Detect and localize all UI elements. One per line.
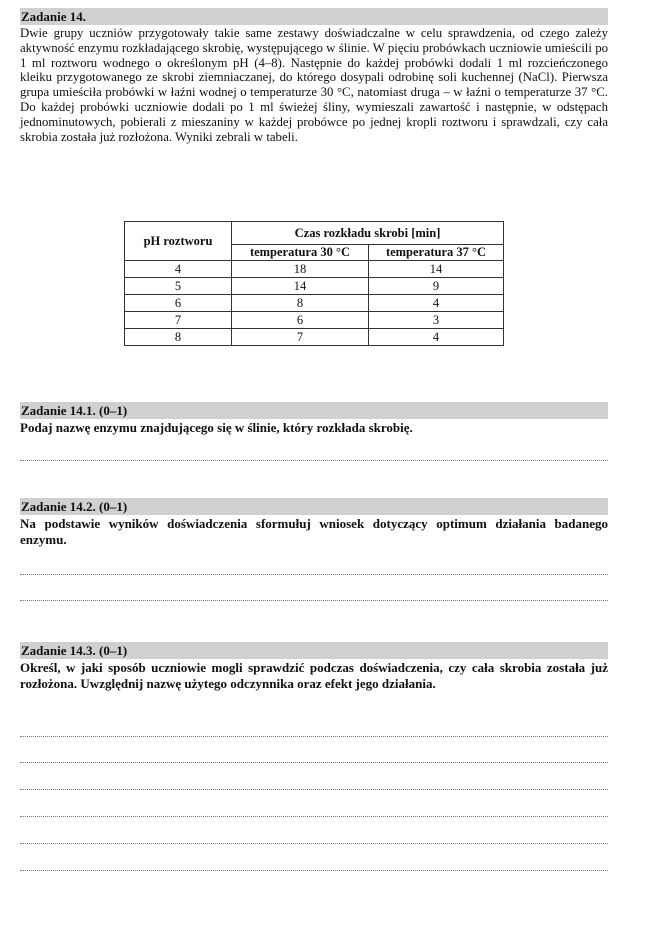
table-row	[125, 295, 504, 312]
t37-cell: 4	[369, 295, 504, 312]
task-14-2-heading: Zadanie 14.2. (0–1)	[20, 498, 608, 515]
table-row	[125, 312, 504, 329]
t37-cell: 4	[369, 329, 504, 346]
time-group-header: Czas rozkładu skrobi [min]	[232, 222, 504, 245]
ph-cell: 8	[125, 329, 232, 346]
t30-cell: 7	[232, 329, 369, 346]
answer-line[interactable]	[20, 843, 608, 844]
ph-cell: 6	[125, 295, 232, 312]
task-14-2	[20, 498, 608, 548]
ph-cell: 7	[125, 312, 232, 329]
t37-cell: 9	[369, 278, 504, 295]
table-row	[125, 329, 504, 346]
t30-cell: 6	[232, 312, 369, 329]
answer-line[interactable]	[20, 816, 608, 817]
t30-cell: 8	[232, 295, 369, 312]
ph-cell: 5	[125, 278, 232, 295]
answer-line[interactable]	[20, 460, 608, 461]
answer-line[interactable]	[20, 870, 608, 871]
answer-line[interactable]	[20, 600, 608, 601]
task-14-1-question: Podaj nazwę enzymu znajdującego się w ślinie, który rozkłada skrobię.	[20, 420, 413, 435]
task-14-3-heading: Zadanie 14.3. (0–1)	[20, 642, 608, 659]
task-14-1-heading: Zadanie 14.1. (0–1)	[20, 402, 608, 419]
table-row	[125, 261, 504, 278]
table-row	[125, 278, 504, 295]
t37-cell: 3	[369, 312, 504, 329]
task-14-heading: Zadanie 14.	[20, 8, 608, 25]
temp-30-header: temperatura 30 °C	[232, 245, 369, 261]
task-14-2-question: Na podstawie wyników doświadczenia sformułuj wniosek dotyczący optimum działania badanego enzymu.	[20, 516, 608, 547]
t37-cell: 14	[369, 261, 504, 278]
t30-cell: 14	[232, 278, 369, 295]
answer-line[interactable]	[20, 762, 608, 763]
temp-37-header: temperatura 37 °C	[369, 245, 504, 261]
answer-line[interactable]	[20, 736, 608, 737]
answer-line[interactable]	[20, 789, 608, 790]
t30-cell: 18	[232, 261, 369, 278]
task-14-intro: Dwie grupy uczniów przygotowały takie same zestawy doświadczalne w celu sprawdzenia, od czego zależy aktywność enzymu rozkładającego skrobię, występującego w ślinie. W pięciu probówkach uczniowie umieścili po 1 ml roztworu wodnego o określonym pH (4–8). Następnie do każdej probówki dodali 1 ml rozcieńczonego kleiku przygotowanego ze skrobi ziemniaczanej, do którego dosypali odrobinę soli kuchennej (NaCl). Pierwsza grupa umieściła probówki w łaźni wodnej o temperaturze 30 °C, natomiast druga – w łaźni o temperaturze 37 °C. Do każdej probówki uczniowie dodali po 1 ml świeżej śliny, wymieszali zawartość i następnie, w odstępach jednominutowych, pobierali z mieszaniny w każdej probówce po jednej kropli roztworu i sprawdzali, czy cała skrobia została już rozłożona. Wyniki zebrali w tabeli.	[20, 26, 608, 144]
results-table	[124, 221, 504, 346]
task-14-3	[20, 642, 608, 692]
exam-page	[20, 8, 608, 691]
task-14-1	[20, 402, 608, 436]
ph-column-header: pH roztworu	[125, 222, 232, 261]
task-14-3-question: Określ, w jaki sposób uczniowie mogli sprawdzić podczas doświadczenia, czy cała skrobia została już rozłożona. Uwzględnij nazwę użytego odczynnika oraz efekt jego działania.	[20, 660, 608, 691]
ph-cell: 4	[125, 261, 232, 278]
answer-line[interactable]	[20, 574, 608, 575]
